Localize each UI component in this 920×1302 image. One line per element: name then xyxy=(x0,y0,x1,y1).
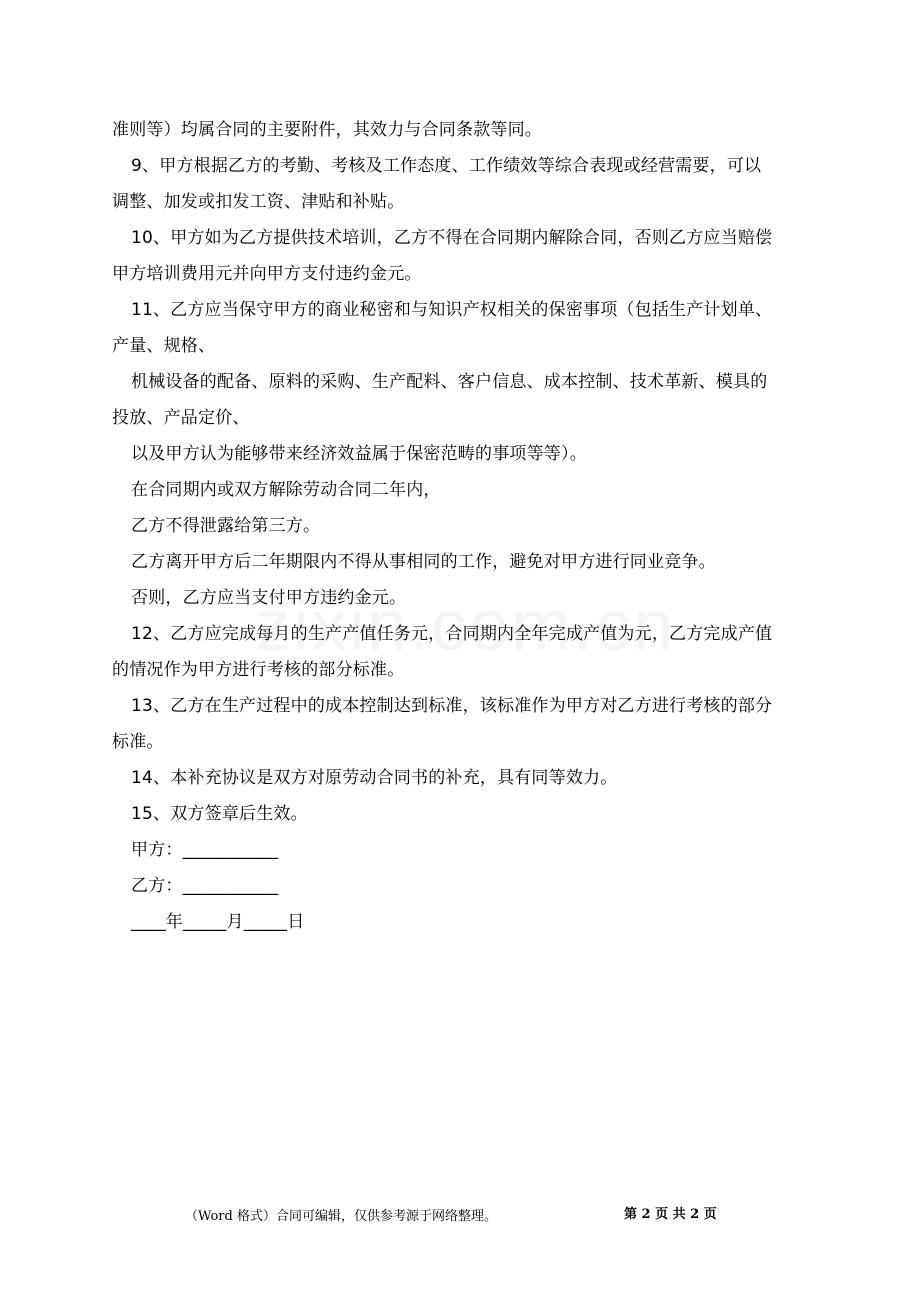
paragraph-line: 11、乙方应当保守甲方的商业秘密和与知识产权相关的保密事项（包括生产计划单、 xyxy=(131,300,773,320)
signature-party-b: 乙方：___________ xyxy=(131,876,279,896)
paragraph-line: 否则，乙方应当支付甲方违约金元。 xyxy=(131,588,407,608)
paragraph-line: 以及甲方认为能够带来经济效益属于保密范畴的事项等等）。 xyxy=(131,444,587,464)
paragraph-line: 10、甲方如为乙方提供技术培训，乙方不得在合同期内解除合同，否则乙方应当赔偿 xyxy=(131,228,773,248)
paragraph-line: 产量、规格、 xyxy=(112,336,216,356)
paragraph-line: 9、甲方根据乙方的考勤、考核及工作态度、工作绩效等综合表现或经营需要，可以 xyxy=(131,156,762,176)
paragraph-line: 13、乙方在生产过程中的成本控制达到标准，该标准作为甲方对乙方进行考核的部分 xyxy=(131,696,773,716)
page-number: 第 2 页 共 2 页 xyxy=(624,1207,717,1222)
paragraph-line: 15、双方签章后生效。 xyxy=(131,804,308,824)
signature-party-a: 甲方：___________ xyxy=(131,840,279,860)
paragraph-line: 14、本补充协议是双方对原劳动合同书的补充，具有同等效力。 xyxy=(131,768,618,788)
paragraph-line: 在合同期内或双方解除劳动合同二年内， xyxy=(131,480,441,500)
paragraph-line: 的情况作为甲方进行考核的部分标准。 xyxy=(112,660,405,680)
paragraph-line: 乙方离开甲方后二年期限内不得从事相同的工作，避免对甲方进行同业竞争。 xyxy=(131,552,716,572)
paragraph-line: 乙方不得泄露给第三方。 xyxy=(131,516,321,536)
paragraph-line: 投放、产品定价、 xyxy=(112,408,250,428)
signature-date: ____年_____月_____日 xyxy=(131,912,305,932)
paragraph-line: 机械设备的配备、原料的采购、生产配料、客户信息、成本控制、技术革新、模具的 xyxy=(131,372,768,392)
paragraph-line: 甲方培训费用元并向甲方支付违约金元。 xyxy=(112,264,422,284)
paragraph-line: 标准。 xyxy=(112,732,164,752)
paragraph-line: 调整、加发或扣发工资、津贴和补贴。 xyxy=(112,192,405,212)
footer-note: （Word 格式）合同可编辑，仅供参考源于网络整理。 xyxy=(185,1209,497,1224)
paragraph-line: 准则等）均属合同的主要附件，其效力与合同条款等同。 xyxy=(112,120,542,140)
document-body xyxy=(112,112,812,940)
paragraph-line: 12、乙方应完成每月的生产产值任务元，合同期内全年完成产值为元，乙方完成产值 xyxy=(131,624,773,644)
